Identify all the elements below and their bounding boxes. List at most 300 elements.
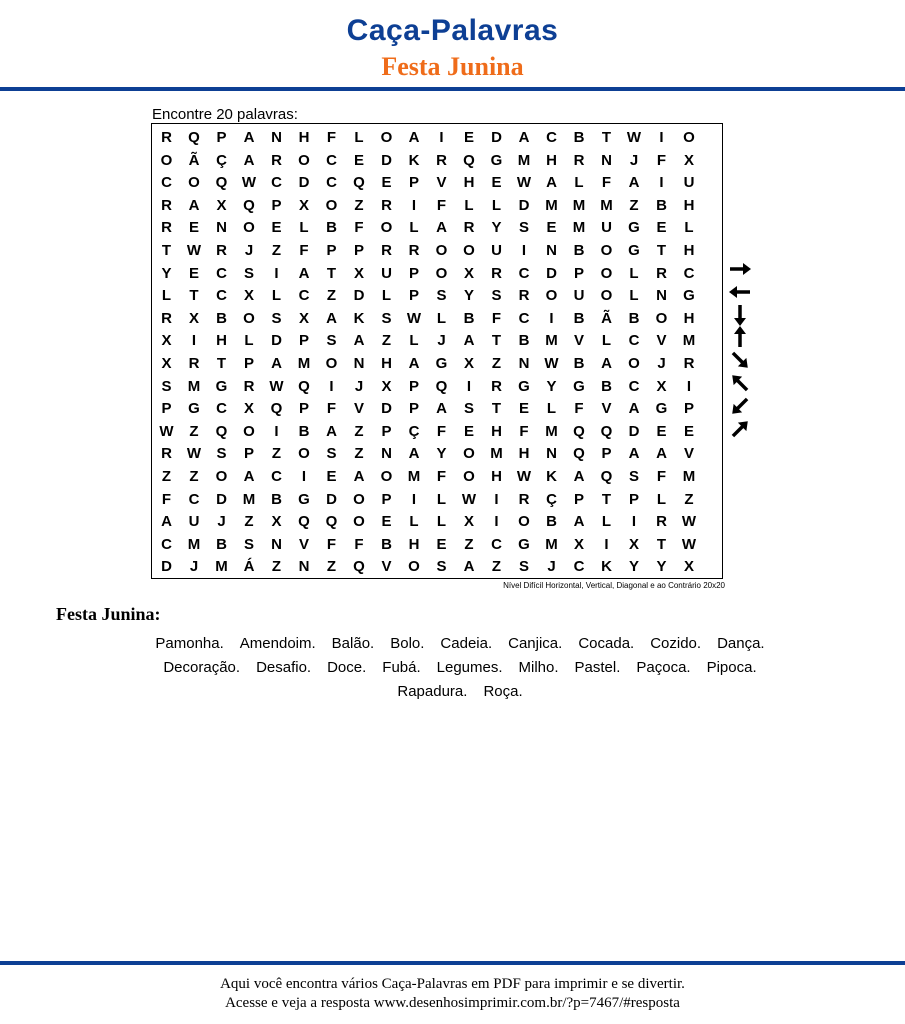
grid-letter[interactable]: C: [271, 468, 282, 485]
grid-letter[interactable]: F: [519, 422, 529, 440]
grid-letter[interactable]: A: [243, 151, 255, 169]
grid-letter[interactable]: A: [656, 445, 667, 463]
grid-letter[interactable]: Q: [353, 558, 365, 576]
grid-letter[interactable]: S: [518, 219, 529, 237]
grid-letter[interactable]: R: [656, 513, 667, 531]
grid-letter[interactable]: P: [381, 422, 392, 440]
grid-letter[interactable]: B: [573, 355, 585, 372]
grid-letter[interactable]: Z: [629, 196, 639, 214]
grid-letter[interactable]: G: [435, 355, 448, 372]
grid-letter[interactable]: O: [353, 513, 365, 531]
grid-letter[interactable]: A: [353, 332, 365, 350]
grid-letter[interactable]: E: [491, 174, 502, 192]
grid-letter[interactable]: A: [298, 264, 310, 282]
grid-letter[interactable]: M: [187, 377, 201, 395]
grid-letter[interactable]: D: [298, 174, 310, 192]
grid-letter[interactable]: Y: [161, 264, 172, 282]
grid-letter[interactable]: X: [353, 264, 364, 282]
grid-letter[interactable]: B: [573, 242, 585, 259]
grid-letter[interactable]: L: [629, 264, 639, 282]
grid-letter[interactable]: C: [546, 129, 557, 146]
grid-letter[interactable]: O: [683, 129, 695, 146]
grid-letter[interactable]: C: [628, 332, 640, 350]
grid-letter[interactable]: T: [491, 400, 502, 418]
grid-letter[interactable]: R: [656, 264, 667, 282]
grid-letter[interactable]: M: [572, 196, 586, 214]
grid-letter[interactable]: O: [408, 558, 420, 576]
grid-letter[interactable]: L: [244, 332, 254, 350]
grid-letter[interactable]: Z: [491, 558, 502, 576]
grid-letter[interactable]: F: [354, 219, 364, 237]
grid-letter[interactable]: F: [601, 174, 612, 192]
grid-letter[interactable]: V: [353, 400, 364, 418]
grid-letter[interactable]: E: [683, 422, 694, 440]
grid-letter[interactable]: B: [656, 196, 667, 214]
grid-letter[interactable]: E: [353, 151, 364, 169]
grid-letter[interactable]: J: [629, 151, 639, 169]
grid-letter[interactable]: T: [601, 129, 612, 146]
grid-letter[interactable]: A: [243, 468, 255, 485]
grid-letter[interactable]: J: [547, 558, 556, 576]
grid-letter[interactable]: E: [546, 219, 557, 237]
grid-letter[interactable]: G: [628, 219, 640, 237]
grid-letter[interactable]: F: [574, 400, 584, 418]
grid-letter[interactable]: Z: [381, 332, 392, 350]
grid-letter[interactable]: B: [546, 513, 557, 531]
grid-letter[interactable]: O: [243, 422, 255, 440]
grid-letter[interactable]: P: [628, 490, 639, 508]
grid-letter[interactable]: G: [518, 535, 530, 553]
grid-letter[interactable]: L: [436, 490, 447, 508]
grid-letter[interactable]: O: [435, 242, 448, 259]
grid-letter[interactable]: O: [545, 287, 558, 305]
grid-letter[interactable]: H: [408, 535, 420, 553]
grid-letter[interactable]: O: [353, 490, 365, 508]
grid-letter[interactable]: M: [242, 490, 256, 508]
grid-letter[interactable]: I: [411, 196, 417, 214]
grid-letter[interactable]: B: [381, 535, 392, 553]
grid-letter[interactable]: L: [299, 219, 309, 237]
grid-letter[interactable]: Y: [463, 287, 474, 305]
grid-letter[interactable]: L: [601, 332, 612, 350]
grid-letter[interactable]: X: [628, 535, 639, 553]
grid-letter[interactable]: R: [161, 445, 172, 463]
grid-letter[interactable]: I: [191, 332, 197, 350]
grid-letter[interactable]: V: [381, 558, 392, 576]
grid-letter[interactable]: G: [573, 377, 585, 395]
grid-letter[interactable]: A: [353, 468, 365, 485]
grid-letter[interactable]: O: [463, 242, 475, 259]
grid-letter[interactable]: A: [518, 129, 530, 146]
grid-letter[interactable]: C: [518, 309, 530, 327]
grid-letter[interactable]: C: [326, 174, 337, 192]
grid-letter[interactable]: O: [298, 151, 310, 169]
grid-letter[interactable]: C: [683, 264, 695, 282]
grid-letter[interactable]: F: [326, 129, 337, 146]
grid-letter[interactable]: Z: [326, 558, 337, 576]
grid-letter[interactable]: R: [161, 196, 172, 214]
grid-letter[interactable]: P: [326, 242, 337, 259]
grid-letter[interactable]: E: [463, 422, 474, 440]
grid-letter[interactable]: R: [518, 287, 530, 305]
grid-letter[interactable]: B: [216, 535, 227, 553]
grid-letter[interactable]: X: [161, 355, 172, 372]
grid-letter[interactable]: G: [188, 400, 200, 418]
grid-letter[interactable]: T: [326, 264, 337, 282]
grid-letter[interactable]: K: [353, 309, 365, 327]
grid-letter[interactable]: Y: [491, 219, 502, 237]
grid-letter[interactable]: L: [601, 513, 612, 531]
grid-letter[interactable]: P: [353, 242, 364, 259]
grid-letter[interactable]: A: [243, 129, 255, 146]
grid-letter[interactable]: O: [600, 264, 613, 282]
grid-letter[interactable]: H: [491, 422, 502, 440]
grid-letter[interactable]: D: [353, 287, 365, 305]
grid-letter[interactable]: V: [436, 174, 447, 192]
grid-letter[interactable]: P: [408, 400, 419, 418]
grid-letter[interactable]: A: [188, 196, 200, 214]
grid-letter[interactable]: B: [573, 129, 585, 146]
grid-letter[interactable]: N: [216, 219, 227, 237]
grid-letter[interactable]: H: [463, 174, 475, 192]
grid-letter[interactable]: R: [436, 151, 447, 169]
grid-letter[interactable]: X: [683, 151, 694, 169]
grid-letter[interactable]: Y: [436, 445, 447, 463]
grid-letter[interactable]: M: [545, 196, 558, 214]
grid-letter[interactable]: B: [463, 309, 475, 327]
grid-letter[interactable]: Q: [298, 377, 310, 395]
grid-letter[interactable]: Z: [271, 558, 282, 576]
grid-letter[interactable]: Q: [600, 468, 613, 485]
grid-letter[interactable]: L: [436, 309, 447, 327]
grid-letter[interactable]: A: [546, 174, 557, 192]
grid-letter[interactable]: X: [243, 287, 254, 305]
grid-letter[interactable]: T: [601, 490, 612, 508]
grid-letter[interactable]: E: [518, 400, 529, 418]
grid-letter[interactable]: C: [326, 151, 337, 169]
grid-letter[interactable]: I: [274, 264, 279, 282]
grid-letter[interactable]: C: [188, 490, 200, 508]
grid-letter[interactable]: M: [682, 468, 696, 485]
grid-letter[interactable]: I: [659, 129, 664, 146]
grid-letter[interactable]: O: [380, 219, 393, 237]
grid-letter[interactable]: R: [243, 377, 255, 395]
grid-letter[interactable]: C: [161, 535, 172, 553]
grid-letter[interactable]: B: [518, 332, 530, 350]
grid-letter[interactable]: S: [628, 468, 639, 485]
grid-letter[interactable]: U: [573, 287, 585, 305]
grid-letter[interactable]: A: [436, 400, 447, 418]
grid-letter[interactable]: Q: [215, 174, 228, 192]
grid-letter[interactable]: F: [436, 196, 447, 214]
grid-letter[interactable]: R: [216, 242, 227, 259]
grid-letter[interactable]: X: [683, 558, 694, 576]
grid-letter[interactable]: L: [354, 129, 364, 146]
grid-letter[interactable]: G: [298, 490, 310, 508]
grid-letter[interactable]: B: [573, 309, 585, 327]
grid-letter[interactable]: Ç: [216, 151, 227, 169]
grid-letter[interactable]: H: [216, 332, 227, 350]
grid-letter[interactable]: M: [600, 196, 613, 214]
grid-letter[interactable]: A: [436, 219, 447, 237]
grid-letter[interactable]: X: [298, 309, 309, 327]
grid-letter[interactable]: N: [353, 355, 365, 372]
grid-letter[interactable]: C: [216, 287, 227, 305]
grid-letter[interactable]: O: [463, 445, 475, 463]
grid-letter[interactable]: L: [409, 513, 419, 531]
grid-letter[interactable]: S: [243, 264, 254, 282]
grid-letter[interactable]: Z: [354, 445, 364, 463]
grid-letter[interactable]: Ç: [408, 422, 420, 440]
grid-letter[interactable]: W: [516, 174, 532, 192]
grid-letter[interactable]: P: [683, 400, 694, 418]
grid-letter[interactable]: Z: [244, 513, 254, 531]
grid-letter[interactable]: R: [381, 242, 392, 259]
grid-letter[interactable]: K: [601, 558, 612, 576]
grid-letter[interactable]: Z: [684, 490, 694, 508]
grid-letter[interactable]: S: [463, 400, 474, 418]
grid-letter[interactable]: T: [189, 287, 199, 305]
grid-letter[interactable]: P: [243, 355, 254, 372]
grid-letter[interactable]: O: [435, 264, 448, 282]
grid-letter[interactable]: L: [656, 490, 667, 508]
grid-letter[interactable]: R: [573, 151, 585, 169]
grid-letter[interactable]: I: [686, 377, 692, 395]
grid-letter[interactable]: F: [491, 309, 502, 327]
grid-letter[interactable]: W: [681, 535, 697, 553]
grid-letter[interactable]: Ç: [546, 490, 557, 508]
grid-letter[interactable]: L: [464, 196, 474, 214]
grid-letter[interactable]: N: [271, 129, 282, 146]
grid-letter[interactable]: F: [161, 490, 172, 508]
grid-letter[interactable]: I: [466, 377, 472, 395]
grid-letter[interactable]: Z: [271, 445, 282, 463]
grid-letter[interactable]: V: [656, 332, 667, 350]
grid-letter[interactable]: X: [463, 355, 474, 372]
grid-letter[interactable]: S: [381, 309, 392, 327]
grid-letter[interactable]: H: [491, 468, 502, 485]
grid-letter[interactable]: C: [216, 400, 227, 418]
grid-letter[interactable]: A: [326, 309, 337, 327]
grid-letter[interactable]: Z: [354, 422, 364, 440]
grid-letter[interactable]: R: [518, 490, 530, 508]
grid-letter[interactable]: R: [491, 377, 502, 395]
grid-letter[interactable]: I: [439, 129, 444, 146]
grid-letter[interactable]: J: [437, 332, 446, 350]
grid-letter[interactable]: S: [326, 332, 337, 350]
grid-letter[interactable]: W: [544, 355, 559, 372]
grid-letter[interactable]: M: [517, 151, 531, 169]
grid-letter[interactable]: Q: [270, 400, 283, 418]
grid-letter[interactable]: Q: [325, 513, 338, 531]
grid-letter[interactable]: J: [189, 558, 199, 576]
grid-letter[interactable]: G: [215, 377, 228, 395]
grid-letter[interactable]: D: [518, 196, 530, 214]
grid-letter[interactable]: M: [682, 332, 696, 350]
grid-letter[interactable]: D: [271, 332, 282, 350]
grid-letter[interactable]: D: [381, 400, 392, 418]
grid-letter[interactable]: U: [381, 264, 392, 282]
grid-letter[interactable]: A: [601, 355, 612, 372]
grid-letter[interactable]: O: [600, 287, 613, 305]
grid-letter[interactable]: O: [243, 309, 255, 327]
grid-letter[interactable]: T: [161, 242, 172, 259]
grid-letter[interactable]: P: [298, 332, 309, 350]
grid-letter[interactable]: E: [381, 174, 392, 192]
grid-letter[interactable]: C: [216, 264, 227, 282]
grid-letter[interactable]: Q: [298, 513, 310, 531]
grid-letter[interactable]: X: [188, 309, 199, 327]
grid-letter[interactable]: S: [271, 309, 282, 327]
grid-letter[interactable]: R: [271, 151, 282, 169]
grid-letter[interactable]: G: [518, 377, 530, 395]
grid-letter[interactable]: Z: [161, 468, 172, 485]
grid-letter[interactable]: R: [381, 196, 392, 214]
grid-letter[interactable]: N: [298, 558, 310, 576]
grid-letter[interactable]: O: [188, 174, 200, 192]
grid-letter[interactable]: E: [381, 513, 392, 531]
grid-letter[interactable]: W: [159, 422, 174, 440]
grid-letter[interactable]: P: [408, 174, 419, 192]
grid-letter[interactable]: G: [490, 151, 503, 169]
grid-letter[interactable]: D: [491, 129, 502, 146]
grid-letter[interactable]: F: [326, 400, 337, 418]
grid-letter[interactable]: E: [326, 468, 337, 485]
grid-letter[interactable]: E: [188, 264, 199, 282]
grid-letter[interactable]: C: [628, 377, 640, 395]
grid-letter[interactable]: E: [463, 129, 474, 146]
grid-letter[interactable]: E: [271, 219, 282, 237]
grid-letter[interactable]: X: [298, 196, 309, 214]
grid-letter[interactable]: Á: [243, 558, 255, 576]
grid-letter[interactable]: P: [243, 445, 254, 463]
grid-letter[interactable]: R: [188, 355, 200, 372]
grid-letter[interactable]: C: [161, 174, 172, 192]
grid-letter[interactable]: R: [463, 219, 475, 237]
grid-letter[interactable]: M: [187, 535, 201, 553]
grid-letter[interactable]: A: [463, 558, 475, 576]
grid-letter[interactable]: W: [681, 513, 697, 531]
grid-letter[interactable]: L: [684, 219, 694, 237]
grid-letter[interactable]: V: [601, 400, 612, 418]
grid-letter[interactable]: A: [161, 513, 172, 531]
grid-letter[interactable]: Ã: [601, 309, 612, 327]
grid-letter[interactable]: L: [491, 196, 502, 214]
grid-letter[interactable]: X: [216, 196, 227, 214]
grid-letter[interactable]: Y: [546, 377, 557, 395]
grid-letter[interactable]: Q: [353, 174, 365, 192]
grid-letter[interactable]: H: [683, 242, 695, 259]
grid-letter[interactable]: K: [546, 468, 557, 485]
grid-letter[interactable]: L: [409, 332, 419, 350]
grid-letter[interactable]: S: [326, 445, 337, 463]
grid-letter[interactable]: B: [271, 490, 282, 508]
grid-letter[interactable]: B: [298, 422, 310, 440]
grid-letter[interactable]: H: [546, 151, 557, 169]
grid-letter[interactable]: Z: [491, 355, 502, 372]
grid-letter[interactable]: O: [325, 355, 338, 372]
grid-letter[interactable]: N: [546, 242, 557, 259]
grid-letter[interactable]: O: [380, 129, 393, 146]
grid-letter[interactable]: K: [408, 151, 420, 169]
grid-letter[interactable]: A: [573, 468, 585, 485]
grid-letter[interactable]: I: [274, 422, 279, 440]
grid-letter[interactable]: H: [683, 309, 695, 327]
grid-letter[interactable]: X: [656, 377, 667, 395]
grid-letter[interactable]: P: [408, 377, 419, 395]
grid-letter[interactable]: Y: [656, 558, 667, 576]
grid-letter[interactable]: P: [408, 287, 419, 305]
grid-letter[interactable]: O: [215, 468, 228, 485]
grid-letter[interactable]: W: [406, 309, 422, 327]
grid-letter[interactable]: Z: [354, 196, 364, 214]
grid-letter[interactable]: A: [326, 422, 337, 440]
grid-letter[interactable]: H: [518, 445, 530, 463]
grid-letter[interactable]: M: [407, 468, 421, 485]
grid-letter[interactable]: O: [243, 219, 255, 237]
grid-letter[interactable]: B: [601, 377, 612, 395]
grid-letter[interactable]: P: [573, 490, 584, 508]
grid-letter[interactable]: I: [659, 174, 664, 192]
grid-letter[interactable]: X: [463, 264, 474, 282]
grid-letter[interactable]: F: [656, 151, 667, 169]
grid-letter[interactable]: F: [436, 468, 447, 485]
grid-letter[interactable]: G: [628, 242, 640, 259]
grid-letter[interactable]: N: [381, 445, 392, 463]
grid-letter[interactable]: V: [573, 332, 584, 350]
grid-letter[interactable]: Q: [188, 129, 200, 146]
grid-letter[interactable]: H: [683, 196, 695, 214]
grid-letter[interactable]: S: [491, 287, 502, 305]
grid-letter[interactable]: Z: [189, 422, 199, 440]
grid-letter[interactable]: R: [491, 264, 502, 282]
grid-letter[interactable]: R: [161, 219, 172, 237]
grid-letter[interactable]: S: [436, 558, 447, 576]
grid-letter[interactable]: W: [516, 468, 532, 485]
grid-letter[interactable]: W: [186, 242, 202, 259]
grid-letter[interactable]: F: [354, 535, 364, 553]
grid-letter[interactable]: I: [631, 513, 637, 531]
grid-letter[interactable]: C: [491, 535, 502, 553]
grid-letter[interactable]: I: [494, 490, 499, 508]
grid-letter[interactable]: P: [216, 129, 227, 146]
grid-letter[interactable]: A: [573, 513, 585, 531]
grid-letter[interactable]: B: [216, 309, 227, 327]
grid-letter[interactable]: S: [243, 535, 254, 553]
grid-letter[interactable]: R: [161, 309, 172, 327]
grid-letter[interactable]: Q: [573, 422, 585, 440]
grid-letter[interactable]: W: [626, 129, 642, 146]
grid-letter[interactable]: C: [298, 287, 310, 305]
grid-letter[interactable]: P: [271, 196, 282, 214]
grid-letter[interactable]: F: [436, 422, 447, 440]
grid-letter[interactable]: P: [381, 490, 392, 508]
grid-letter[interactable]: Q: [215, 422, 228, 440]
grid-letter[interactable]: U: [491, 242, 502, 259]
grid-letter[interactable]: S: [518, 558, 529, 576]
grid-letter[interactable]: I: [549, 309, 554, 327]
grid-letter[interactable]: O: [600, 242, 613, 259]
grid-letter[interactable]: E: [656, 219, 667, 237]
grid-letter[interactable]: L: [271, 287, 282, 305]
grid-letter[interactable]: T: [656, 242, 667, 259]
grid-letter[interactable]: P: [298, 400, 309, 418]
grid-letter[interactable]: A: [408, 129, 420, 146]
grid-letter[interactable]: N: [518, 355, 530, 372]
grid-letter[interactable]: Q: [435, 377, 448, 395]
grid-letter[interactable]: L: [629, 287, 639, 305]
grid-letter[interactable]: S: [161, 377, 172, 395]
